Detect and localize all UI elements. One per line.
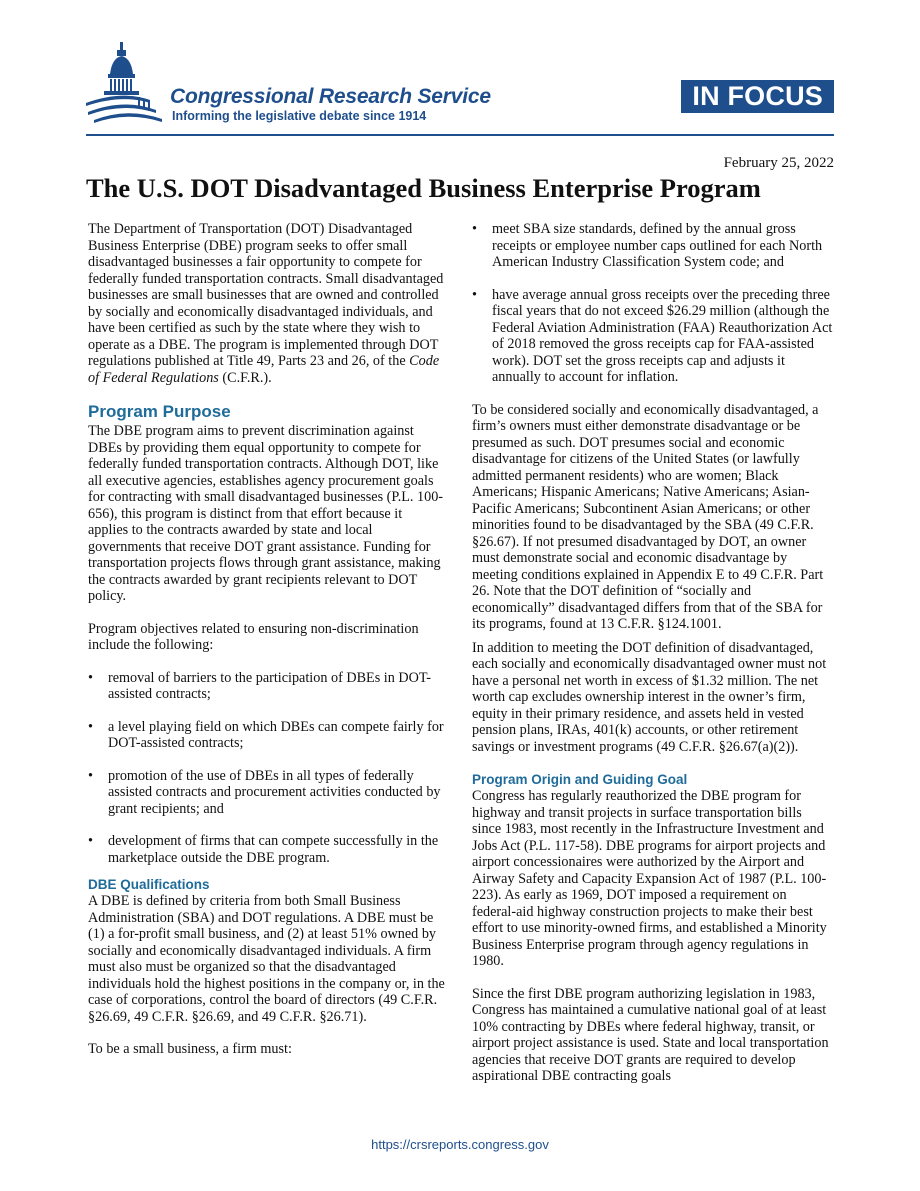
section-heading-purpose: Program Purpose <box>88 402 231 421</box>
header-divider <box>86 134 834 136</box>
list-item: • meet SBA size standards, defined by the annual gross receipts or employee number caps outlined for each North American Industry Classification System code; and <box>472 221 834 271</box>
section-heading-qualifications: DBE Qualifications <box>88 877 210 892</box>
small-business-intro: To be a small business, a firm must: <box>88 1041 292 1057</box>
list-item: • removal of barriers to the participation of DBEs in DOT-assisted contracts; <box>88 670 445 703</box>
small-business-requirements <box>472 221 834 386</box>
list-item: • development of firms that can compete successfully in the marketplace outside the DBE program. <box>88 833 445 866</box>
in-focus-badge: IN FOCUS <box>681 80 834 113</box>
brand-name: Congressional Research Service <box>170 85 491 108</box>
net-worth-paragraph: In addition to meeting the DOT definition of disadvantaged, each socially and economically disadvantaged owner must not have a personal net worth in excess of $1.32 million. The net worth cap excludes ownership interest in the owner’s firm, equity in their primary residence, and assets held in vested pension plans, IRAs, 401(k) accounts, or other retirement savings or investment programs (49 C.F.R. §26.67(a)(2)). <box>472 639 827 755</box>
national-goal-paragraph: Since the first DBE program authorizing legislation in 1983, Congress has maintained a cumulative national goal of at least 10% contracting by DBEs where federal highway, transit, or airport project assistance is used. State and local transportation agencies that receive DOT grants are required to develop aspirational DBE contracting goals <box>472 985 829 1084</box>
intro-italic: Code of Federal Regulations <box>88 353 440 386</box>
right-column <box>472 221 834 1101</box>
objectives-intro: Program objectives related to ensuring non-discrimination include the following: <box>88 620 419 653</box>
intro-text-end: (C.F.R.). <box>218 369 272 386</box>
section-heading-origin: Program Origin and Guiding Goal <box>472 772 688 787</box>
qualifications-paragraph: A DBE is defined by criteria from both Small Business Administration (SBA) and DOT regulations. A DBE must be (1) a for-profit small business, and (2) at least 51% owned by socially and economically disadvantaged individuals. A firm must also must be organized so that the disadvantaged individuals hold the highest positions in the company or, in the case of corporations, control the board of directors (49 C.F.R. §26.69, 49 C.F.R. §26.69, and 49 C.F.R. §26.71). <box>88 893 445 1025</box>
purpose-paragraph: The DBE program aims to prevent discrimination against DBEs by providing them equal opportunity to compete for federally funded transportation contracts. Although DOT, like all executive agencies, establishes agency procurement goals for contracting with small disadvantaged businesses (P.L. 100-656), this program is distinct from that effort because it applies to the contracts awarded by state and local governments that receive DOT grant assistance. Funding for transportation projects flows through grant assistance, making the contracts awarded by grant recipients relevant to DOT policy. <box>88 423 444 604</box>
footer-url-link[interactable]: https://crsreports.congress.gov <box>371 1137 549 1152</box>
capitol-dome-logo <box>86 40 166 132</box>
list-item: • promotion of the use of DBEs in all types of federally assisted contracts and procurement activities conducted by grant recipients; and <box>88 768 445 818</box>
brand-tagline: Informing the legislative debate since 1914 <box>172 109 427 123</box>
list-item: • a level playing field on which DBEs can compete fairly for DOT-assisted contracts; <box>88 719 445 752</box>
list-item: • have average annual gross receipts over the preceding three fiscal years that do not exceed $26.29 million (although the Federal Aviation Administration (FAA) Reauthorization Act of 2018 removed the gross receipts cap for FAA-assisted work). DOT set the gross receipts cap and adjusts it annually to account for inflation. <box>472 287 834 386</box>
header <box>86 40 834 136</box>
intro-paragraph <box>88 221 445 386</box>
disadvantage-paragraph: To be considered socially and economically disadvantaged, a firm’s owners must either demonstrate disadvantage or be presumed as such. DOT presumes social and economic disadvantage for citizens of the United States (or lawfully admitted permanent residents) who are women; Black Americans; Hispanic Americans; Native Americans; Asian-Pacific Americans; Subcontinent Asian Americans; or other minorities found to be disadvantaged by the SBA (49 C.F.R. §26.67). If not presumed disadvantaged by DOT, an owner must demonstrate social and economic disadvantage by meeting conditions explained in Appendix E to 49 C.F.R. Part 26. Note that the DOT definition of “socially and economically” disadvantaged differs from that of the SBA for its programs, found at 13 C.F.R. §124.1001. <box>472 401 824 632</box>
objectives-list <box>88 670 445 867</box>
publication-date: February 25, 2022 <box>723 155 834 171</box>
brand <box>170 86 491 124</box>
origin-paragraph: Congress has regularly reauthorized the DBE program for highway and transit projects in surface transportation bills since 1983, most recently in the Infrastructure Investment and Jobs Act (P.L. 117-58). DBE programs for airport projects and airport concessionaires were authorized by the Airport and Airway Safety and Capacity Expansion Act of 1987 (P.L. 100-223). As early as 1969, DOT imposed a requirement on federal-aid highway construction projects to make their best effort to use minority-owned firms, and established a Minority Business Enterprise program through agency regulations in 1980. <box>472 788 827 969</box>
intro-text: The Department of Transportation (DOT) Disadvantaged Business Enterprise (DBE) program seeks to offer small disadvantaged businesses a fair opportunity to compete for federally funded transportation contracts. Small disadvantaged businesses are small businesses that are owned and controlled by socially and economically disadvantaged individuals, and have been certified as such by the state where they wish to operate as a DBE. The program is implemented through DOT regulations published at Title 49, Parts 23 and 26, of the <box>88 221 444 369</box>
left-column <box>88 221 445 1074</box>
page-title: The U.S. DOT Disadvantaged Business Enterprise Program <box>86 173 761 203</box>
